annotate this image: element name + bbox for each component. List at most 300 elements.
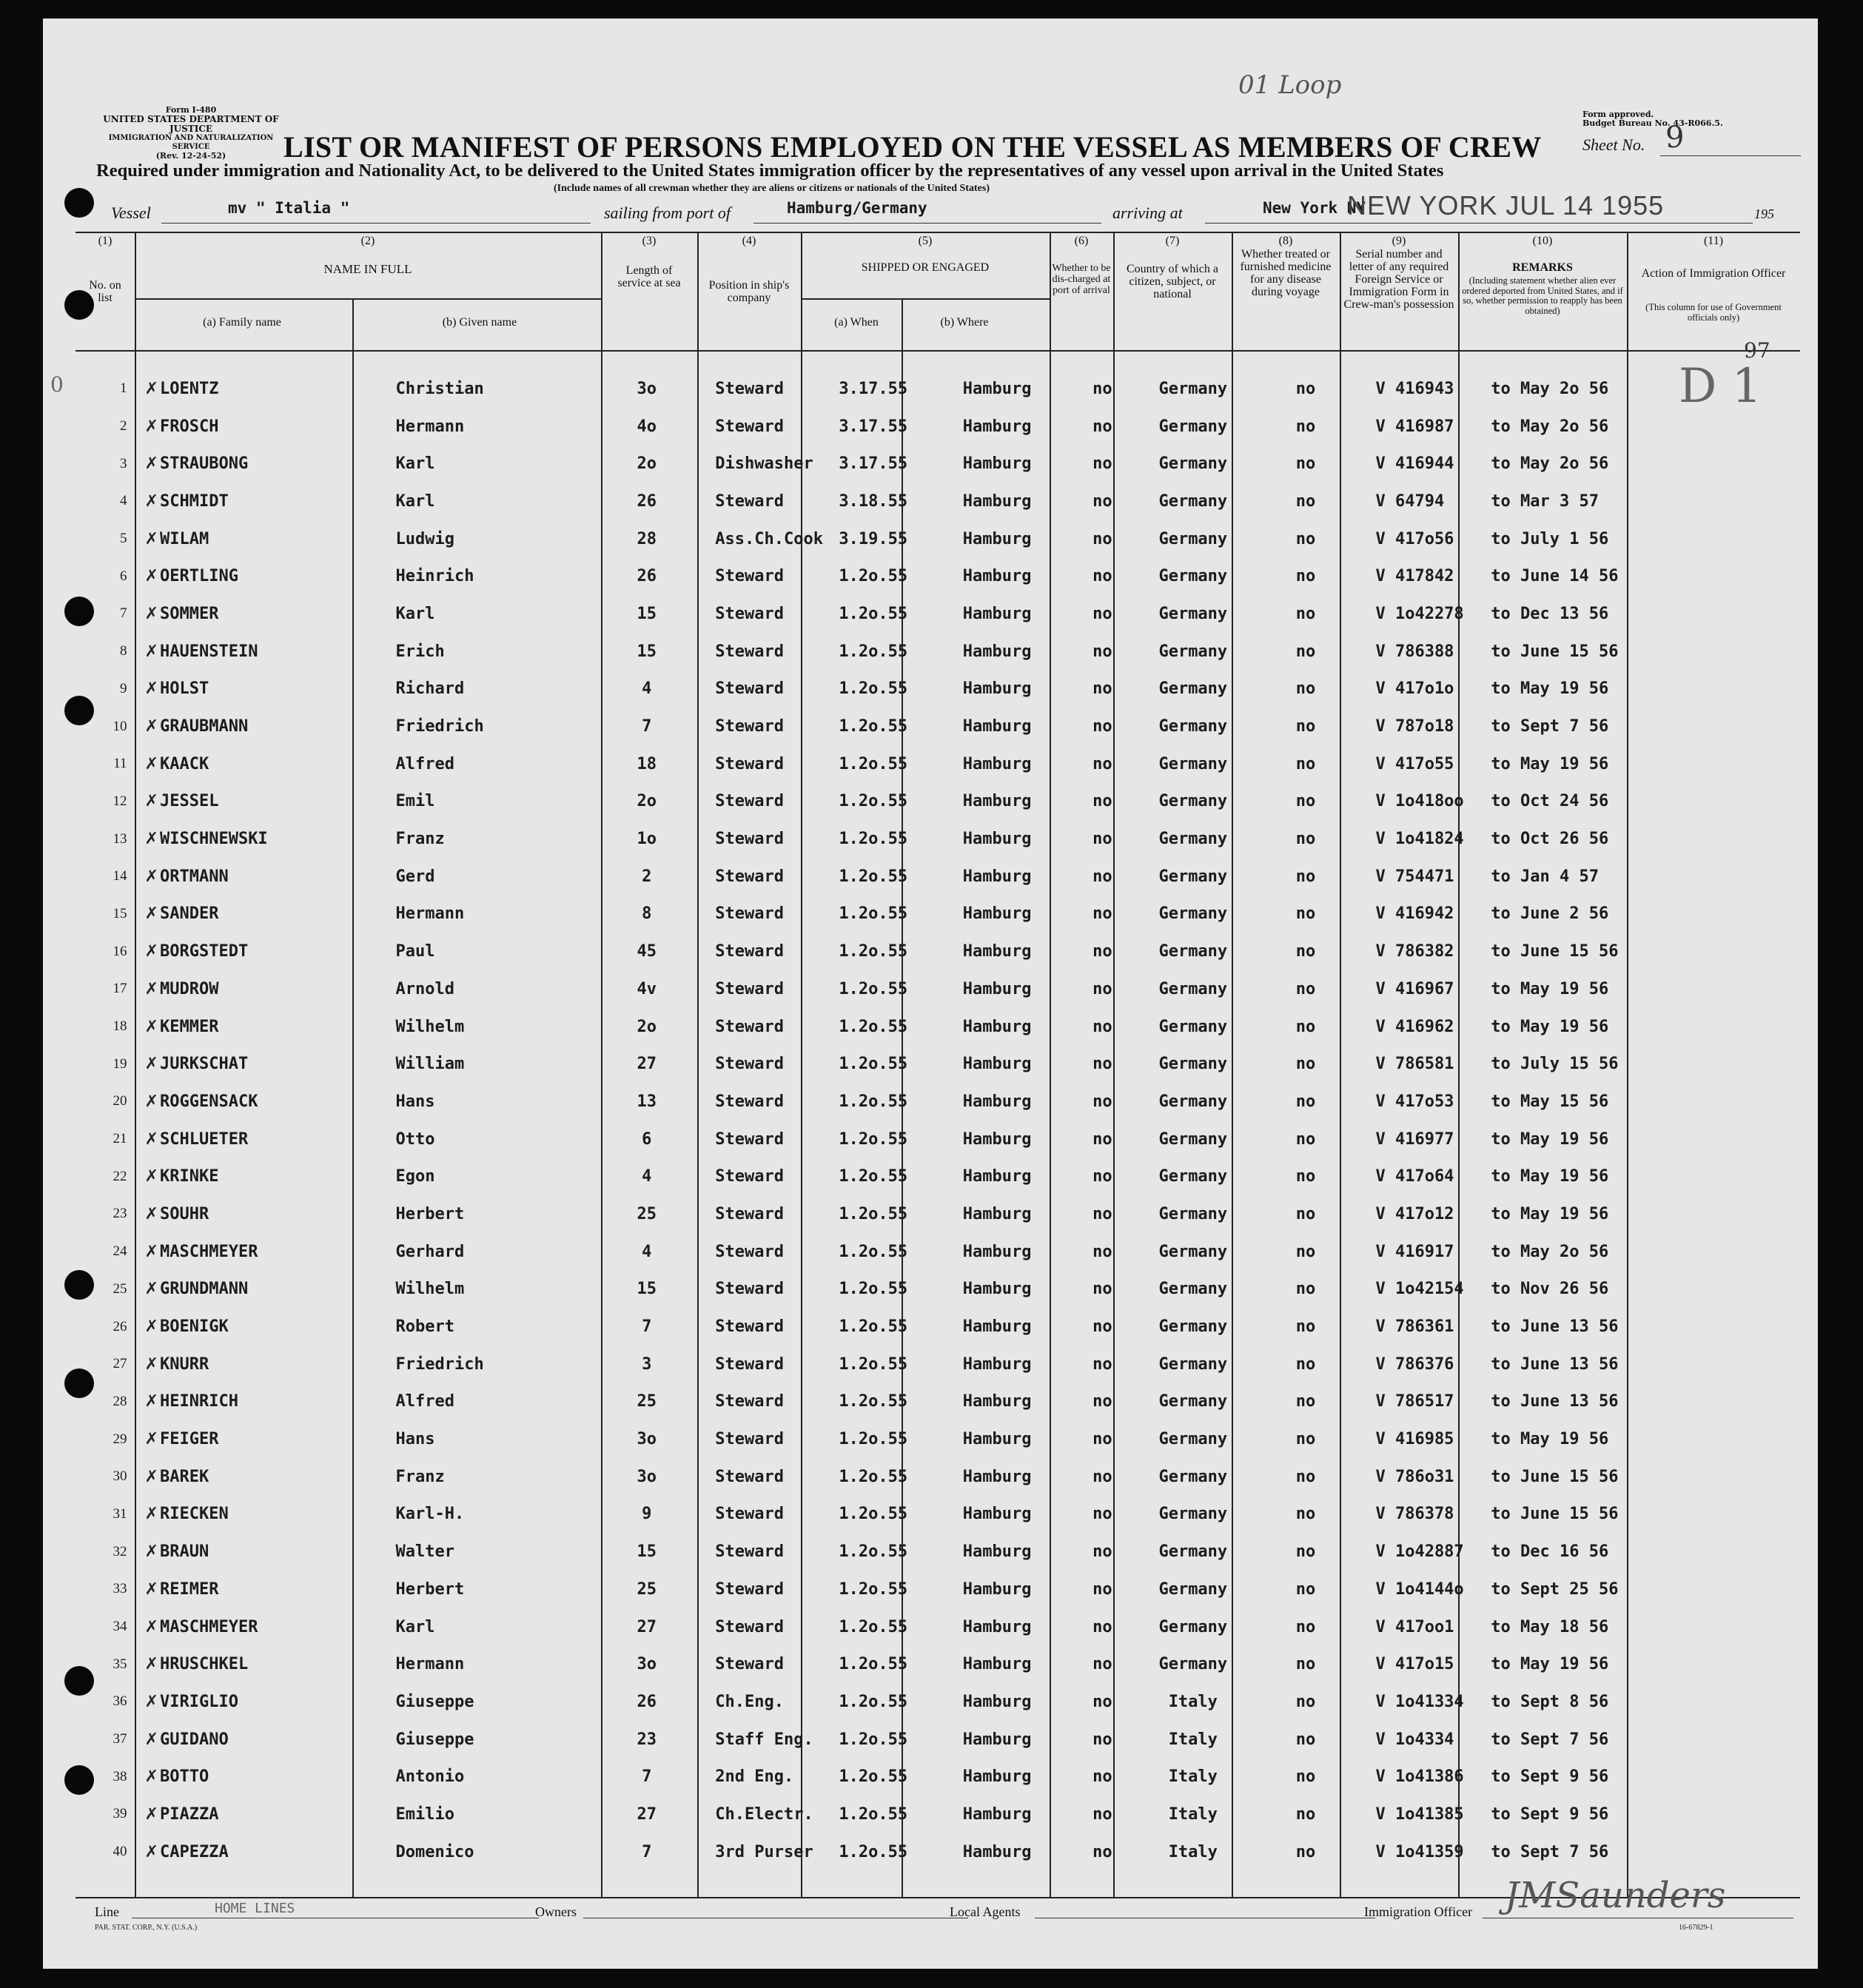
crew-position: Steward xyxy=(715,1280,784,1299)
crew-immigration-action xyxy=(1646,370,1818,408)
crew-row-number: 32 xyxy=(113,1543,127,1559)
crew-position: Steward xyxy=(715,717,784,736)
col10-heading: REMARKS xyxy=(1512,261,1573,274)
crew-shipped-when: 1.2o.55 xyxy=(839,1767,908,1787)
crew-treated: no xyxy=(1295,604,1316,623)
crew-serial-number: V 1o41359 xyxy=(1375,1842,1464,1861)
table-row xyxy=(75,1608,1818,1646)
crew-given-name: Domenico xyxy=(395,1842,474,1861)
crew-row-number: 3 xyxy=(120,455,127,471)
crew-immigration-action xyxy=(1646,1420,1818,1458)
crew-discharged: no xyxy=(1092,1242,1112,1261)
crew-length-of-service: 2o xyxy=(637,454,657,474)
crew-shipped-when: 3.17.55 xyxy=(839,454,908,474)
crew-shipped-where: Hamburg xyxy=(962,1542,1032,1562)
crew-row-number: 9 xyxy=(120,680,127,696)
crew-family-name: ✗ STRAUBONG xyxy=(135,445,352,483)
crew-given-name: Hermann xyxy=(395,417,465,436)
table-row xyxy=(75,1195,1818,1233)
table-row xyxy=(75,1158,1818,1195)
crew-shipped-when: 1.2o.55 xyxy=(839,1617,908,1636)
crew-shipped-where: Hamburg xyxy=(962,1655,1032,1674)
crew-length-of-service: 25 xyxy=(637,1204,657,1223)
table-row xyxy=(75,1496,1818,1534)
sheet-number-line xyxy=(1660,155,1801,156)
crew-row-number: 15 xyxy=(113,905,127,921)
crew-treated: no xyxy=(1295,1655,1316,1674)
crew-serial-number: V 786517 xyxy=(1375,1392,1454,1411)
crew-serial-number: V 1o41334 xyxy=(1375,1692,1464,1711)
crew-row-number: 34 xyxy=(113,1619,127,1635)
crew-remarks: to May 2o 56 xyxy=(1491,417,1609,436)
crew-shipped-where: Hamburg xyxy=(962,1505,1032,1524)
crew-remarks: to July 15 56 xyxy=(1491,1055,1619,1074)
crew-shipped-when: 1.2o.55 xyxy=(839,679,908,699)
crew-remarks: to May 19 56 xyxy=(1491,1167,1609,1186)
col2-heading: NAME IN FULL xyxy=(323,262,412,276)
crew-treated: no xyxy=(1295,1804,1316,1824)
crew-length-of-service: 4o xyxy=(637,417,657,436)
crew-position: Steward xyxy=(715,1579,784,1599)
crew-serial-number: V 786o31 xyxy=(1375,1467,1454,1486)
crew-immigration-action xyxy=(1646,745,1818,783)
crew-immigration-action xyxy=(1646,858,1818,896)
table-row xyxy=(75,1271,1818,1309)
crew-shipped-where: Hamburg xyxy=(962,1167,1032,1186)
crew-shipped-when: 3.19.55 xyxy=(839,529,908,548)
table-row xyxy=(75,1533,1818,1571)
crew-family-name: ✗ GRAUBMANN xyxy=(135,708,352,745)
crew-family-name: ✗ KNURR xyxy=(135,1346,352,1383)
col3-heading: Length of service at sea xyxy=(617,264,681,289)
crew-position: Steward xyxy=(715,1017,784,1036)
crew-discharged: no xyxy=(1092,679,1112,699)
table-row xyxy=(75,520,1818,558)
crew-serial-number: V 416962 xyxy=(1375,1017,1454,1036)
crew-immigration-action xyxy=(1646,1121,1818,1158)
crew-immigration-action xyxy=(1646,1008,1818,1046)
crew-treated: no xyxy=(1295,1354,1316,1374)
crew-remarks: to Dec 13 56 xyxy=(1491,604,1609,623)
crew-shipped-where: Hamburg xyxy=(962,491,1032,511)
punch-hole xyxy=(64,1666,94,1696)
crew-shipped-where: Hamburg xyxy=(962,717,1032,736)
crew-remarks: to May 19 56 xyxy=(1491,1655,1609,1674)
crew-given-name: Giuseppe xyxy=(395,1730,474,1749)
crew-immigration-action xyxy=(1646,1533,1818,1571)
crew-immigration-action xyxy=(1646,520,1818,558)
crew-serial-number: V 786378 xyxy=(1375,1505,1454,1524)
crew-row-number: 40 xyxy=(113,1844,127,1860)
crew-family-name: ✗ LOENTZ xyxy=(135,370,352,408)
crew-discharged: no xyxy=(1092,567,1112,586)
crew-given-name: Emil xyxy=(395,792,435,811)
crew-position: Steward xyxy=(715,1542,784,1562)
form-department-block xyxy=(95,106,287,161)
crew-discharged: no xyxy=(1092,454,1112,474)
crew-discharged: no xyxy=(1092,1804,1112,1824)
crew-family-name: ✗ HRUSCHKEL xyxy=(135,1645,352,1683)
crew-immigration-action xyxy=(1646,1083,1818,1121)
crew-immigration-action xyxy=(1646,1271,1818,1309)
crew-shipped-where: Hamburg xyxy=(962,1467,1032,1486)
crew-discharged: no xyxy=(1092,1617,1112,1636)
department-name: UNITED STATES DEPARTMENT OF JUSTICE xyxy=(103,114,279,134)
crew-country: Germany xyxy=(1158,867,1228,886)
crew-shipped-where: Hamburg xyxy=(962,1280,1032,1299)
arriving-line xyxy=(1205,223,1753,224)
crew-serial-number: V 417842 xyxy=(1375,567,1454,586)
crew-row-number: 14 xyxy=(113,868,127,884)
header-bottom-rule xyxy=(75,350,1800,352)
crew-given-name: Friedrich xyxy=(395,1354,484,1374)
crew-country: Germany xyxy=(1158,1430,1228,1449)
crew-position: Steward xyxy=(715,867,784,886)
crew-serial-number: V 416942 xyxy=(1375,904,1454,924)
crew-position: Steward xyxy=(715,1430,784,1449)
crew-length-of-service: 7 xyxy=(642,1317,652,1337)
crew-length-of-service: 4 xyxy=(642,1167,652,1186)
crew-position: Ch.Electr. xyxy=(715,1804,813,1824)
crew-immigration-action xyxy=(1646,1045,1818,1083)
table-row xyxy=(75,1645,1818,1683)
crew-position: Steward xyxy=(715,567,784,586)
crew-discharged: no xyxy=(1092,1317,1112,1337)
crew-serial-number: V 1o42154 xyxy=(1375,1280,1464,1299)
crew-treated: no xyxy=(1295,1092,1316,1111)
crew-treated: no xyxy=(1295,904,1316,924)
crew-shipped-when: 1.2o.55 xyxy=(839,792,908,811)
crew-family-name: ✗ HAUENSTEIN xyxy=(135,633,352,671)
crew-discharged: no xyxy=(1092,1842,1112,1861)
crew-shipped-where: Hamburg xyxy=(962,454,1032,474)
crew-remarks: to June 13 56 xyxy=(1491,1317,1619,1337)
crew-shipped-when: 3.17.55 xyxy=(839,379,908,398)
crew-shipped-when: 1.2o.55 xyxy=(839,1730,908,1749)
table-row xyxy=(75,1346,1818,1383)
col7-number: (7) xyxy=(1165,235,1180,247)
crew-remarks: to May 19 56 xyxy=(1491,754,1609,773)
crew-position: Steward xyxy=(715,1467,784,1486)
crew-remarks: to May 19 56 xyxy=(1491,979,1609,998)
crew-serial-number: V 417o55 xyxy=(1375,754,1454,773)
crew-shipped-where: Hamburg xyxy=(962,1842,1032,1861)
crew-family-name: ✗ FEIGER xyxy=(135,1420,352,1458)
crew-discharged: no xyxy=(1092,1579,1112,1599)
crew-given-name: Franz xyxy=(395,830,445,849)
crew-shipped-where: Hamburg xyxy=(962,1392,1032,1411)
crew-country: Germany xyxy=(1158,1055,1228,1074)
crew-shipped-where: Hamburg xyxy=(962,830,1032,849)
table-row xyxy=(75,1233,1818,1271)
crew-length-of-service: 3 xyxy=(642,1354,652,1374)
agents-label: Local Agents xyxy=(950,1904,1021,1919)
crew-family-name: ✗ ROGGENSACK xyxy=(135,1083,352,1121)
crew-given-name: Friedrich xyxy=(395,717,484,736)
crew-discharged: no xyxy=(1092,1092,1112,1111)
crew-remarks: to May 19 56 xyxy=(1491,1129,1609,1149)
crew-country: Germany xyxy=(1158,1579,1228,1599)
crew-discharged: no xyxy=(1092,417,1112,436)
crew-immigration-action xyxy=(1646,820,1818,858)
crew-shipped-when: 1.2o.55 xyxy=(839,1092,908,1111)
crew-position: Steward xyxy=(715,1055,784,1074)
crew-serial-number: V 417o1o xyxy=(1375,679,1454,699)
crew-remarks: to May 15 56 xyxy=(1491,1092,1609,1111)
crew-discharged: no xyxy=(1092,1129,1112,1149)
table-row xyxy=(75,896,1818,933)
crew-treated: no xyxy=(1295,1767,1316,1787)
crew-remarks: to June 15 56 xyxy=(1491,642,1619,661)
crew-given-name: Karl xyxy=(395,454,435,474)
crew-immigration-action xyxy=(1646,896,1818,933)
crew-shipped-where: Hamburg xyxy=(962,604,1032,623)
crew-remarks: to Oct 26 56 xyxy=(1491,830,1609,849)
crew-remarks: to Sept 7 56 xyxy=(1491,1842,1609,1861)
crew-serial-number: V 1o41824 xyxy=(1375,830,1464,849)
crew-row-number: 26 xyxy=(113,1318,127,1334)
vessel-line xyxy=(161,223,591,224)
crew-position: Steward xyxy=(715,1242,784,1261)
crew-serial-number: V 1o418oo xyxy=(1375,792,1464,811)
table-row xyxy=(75,408,1818,446)
crew-family-name: ✗ BOTTO xyxy=(135,1758,352,1796)
manifest-note: (Include names of all crewman whether they are aliens or citizens or nationals of the United States) xyxy=(554,183,990,194)
crew-length-of-service: 8 xyxy=(642,904,652,924)
arriving-label: arriving at xyxy=(1112,204,1183,222)
crew-family-name: ✗ BRAUN xyxy=(135,1533,352,1571)
crew-shipped-when: 1.2o.55 xyxy=(839,717,908,736)
crew-remarks: to July 1 56 xyxy=(1491,529,1609,548)
crew-row-number: 38 xyxy=(113,1768,127,1784)
crew-remarks: to Sept 7 56 xyxy=(1491,1730,1609,1749)
crew-family-name: ✗ SOMMER xyxy=(135,595,352,633)
crew-treated: no xyxy=(1295,792,1316,811)
crew-treated: no xyxy=(1295,679,1316,699)
crew-treated: no xyxy=(1295,867,1316,886)
year-label: 195 xyxy=(1754,206,1774,221)
crew-immigration-action xyxy=(1646,1458,1818,1496)
table-row xyxy=(75,783,1818,821)
crew-shipped-when: 1.2o.55 xyxy=(839,1055,908,1074)
crew-row-number: 2 xyxy=(120,418,127,434)
crew-remarks: to June 13 56 xyxy=(1491,1392,1619,1411)
crew-row-number: 7 xyxy=(120,605,127,622)
crew-immigration-action xyxy=(1646,933,1818,970)
crew-serial-number: V 1o42278 xyxy=(1375,604,1464,623)
crew-family-name: ✗ WISCHNEWSKI xyxy=(135,820,352,858)
crew-remarks: to June 14 56 xyxy=(1491,567,1619,586)
crew-treated: no xyxy=(1295,454,1316,474)
crew-row-number: 5 xyxy=(120,531,127,547)
crew-treated: no xyxy=(1295,1842,1316,1861)
crew-row-number: 33 xyxy=(113,1581,127,1597)
crew-shipped-where: Hamburg xyxy=(962,1129,1032,1149)
crew-length-of-service: 25 xyxy=(637,1392,657,1411)
crew-country: Germany xyxy=(1158,491,1228,511)
crew-remarks: to Sept 8 56 xyxy=(1491,1692,1609,1711)
crew-remarks: to May 18 56 xyxy=(1491,1617,1609,1636)
crew-discharged: no xyxy=(1092,717,1112,736)
crew-given-name: Gerd xyxy=(395,867,435,886)
crew-country: Germany xyxy=(1158,1542,1228,1562)
crew-row-number: 35 xyxy=(113,1656,127,1672)
crew-row-number: 30 xyxy=(113,1468,127,1485)
crew-treated: no xyxy=(1295,1204,1316,1223)
crew-position: Dishwasher xyxy=(715,454,813,474)
crew-discharged: no xyxy=(1092,1354,1112,1374)
col11-note: (This column for use of Government officials only) xyxy=(1645,302,1782,323)
crew-length-of-service: 4v xyxy=(637,979,657,998)
crew-treated: no xyxy=(1295,717,1316,736)
crew-discharged: no xyxy=(1092,1692,1112,1711)
crew-country: Germany xyxy=(1158,1167,1228,1186)
top-handwritten-annotation: 01 Loop xyxy=(1238,70,1342,100)
crew-treated: no xyxy=(1295,1505,1316,1524)
crew-immigration-action xyxy=(1646,483,1818,520)
crew-length-of-service: 6 xyxy=(642,1129,652,1149)
crew-family-name: ✗ HOLST xyxy=(135,671,352,708)
table-row xyxy=(75,1045,1818,1083)
crew-country: Italy xyxy=(1168,1804,1218,1824)
crew-immigration-action xyxy=(1646,970,1818,1008)
crew-discharged: no xyxy=(1092,1392,1112,1411)
crew-country: Germany xyxy=(1158,1092,1228,1111)
table-row xyxy=(75,1121,1818,1158)
crew-length-of-service: 27 xyxy=(637,1804,657,1824)
crew-immigration-action xyxy=(1646,595,1818,633)
crew-row-number: 25 xyxy=(113,1280,127,1297)
crew-position: Steward xyxy=(715,1354,784,1374)
crew-immigration-action xyxy=(1646,1158,1818,1195)
table-row xyxy=(75,1308,1818,1346)
crew-discharged: no xyxy=(1092,867,1112,886)
crew-treated: no xyxy=(1295,529,1316,548)
table-row xyxy=(75,933,1818,970)
crew-length-of-service: 28 xyxy=(637,529,657,548)
crew-remarks: to June 13 56 xyxy=(1491,1354,1619,1374)
col10-note: (Including statement whether alien ever ordered deported from United States, and if so, whether permission to reapply has been obtained) xyxy=(1462,275,1623,316)
crew-family-name: ✗ WILAM xyxy=(135,520,352,558)
crew-position: Ch.Eng. xyxy=(715,1692,784,1711)
printer-imprint: PAR. STAT. CORP., N.Y. (U.S.A.) xyxy=(95,1924,198,1932)
crew-treated: no xyxy=(1295,1542,1316,1562)
crew-given-name: Herbert xyxy=(395,1579,465,1599)
crew-length-of-service: 45 xyxy=(637,942,657,961)
crew-country: Germany xyxy=(1158,1617,1228,1636)
crew-country: Germany xyxy=(1158,529,1228,548)
crew-shipped-where: Hamburg xyxy=(962,1317,1032,1337)
crew-position: Staff Eng. xyxy=(715,1730,813,1749)
manifest-title: LIST OR MANIFEST OF PERSONS EMPLOYED ON THE VESSEL AS MEMBERS OF CREW xyxy=(283,130,1542,164)
crew-serial-number: V 1o41386 xyxy=(1375,1767,1464,1787)
crew-treated: no xyxy=(1295,942,1316,961)
crew-family-name: ✗ FROSCH xyxy=(135,408,352,446)
col1-number: (1) xyxy=(98,235,113,247)
approval-block xyxy=(1582,110,1723,128)
crew-country: Italy xyxy=(1168,1842,1218,1861)
form-code: 16-67829-1 xyxy=(1679,1924,1713,1932)
crew-position: Steward xyxy=(715,830,784,849)
crew-treated: no xyxy=(1295,1430,1316,1449)
crew-remarks: to Nov 26 56 xyxy=(1491,1280,1609,1299)
crew-discharged: no xyxy=(1092,754,1112,773)
crew-given-name: Karl-H. xyxy=(395,1505,465,1524)
crew-discharged: no xyxy=(1092,904,1112,924)
crew-given-name: Wilhelm xyxy=(395,1017,465,1036)
col4-heading: Position in ship's company xyxy=(708,279,790,304)
col11-heading: Action of Immigration Officer xyxy=(1641,267,1786,280)
crew-remarks: to May 2o 56 xyxy=(1491,454,1609,474)
crew-serial-number: V 1o4334 xyxy=(1375,1730,1454,1749)
crew-shipped-where: Hamburg xyxy=(962,1055,1032,1074)
table-row xyxy=(75,1796,1818,1833)
crew-shipped-when: 1.2o.55 xyxy=(839,567,908,586)
crew-discharged: no xyxy=(1092,942,1112,961)
crew-position: Steward xyxy=(715,754,784,773)
crew-treated: no xyxy=(1295,379,1316,398)
crew-country: Germany xyxy=(1158,1317,1228,1337)
crew-family-name: ✗ SCHLUETER xyxy=(135,1121,352,1158)
crew-row-number: 27 xyxy=(113,1356,127,1372)
table-row xyxy=(75,708,1818,745)
table-row xyxy=(75,1458,1818,1496)
crew-row-number: 20 xyxy=(113,1093,127,1109)
crew-country: Italy xyxy=(1168,1767,1218,1787)
crew-shipped-when: 1.2o.55 xyxy=(839,1242,908,1261)
col2a-heading: (a) Family name xyxy=(203,316,281,329)
crew-treated: no xyxy=(1295,491,1316,511)
crew-discharged: no xyxy=(1092,529,1112,548)
crew-discharged: no xyxy=(1092,491,1112,511)
crew-shipped-where: Hamburg xyxy=(962,1092,1032,1111)
table-row xyxy=(75,1383,1818,1421)
punch-hole xyxy=(64,597,94,626)
crew-serial-number: V 786361 xyxy=(1375,1317,1454,1337)
crew-immigration-action xyxy=(1646,1195,1818,1233)
crew-treated: no xyxy=(1295,1280,1316,1299)
crew-serial-number: V 416987 xyxy=(1375,417,1454,436)
crew-serial-number: V 416967 xyxy=(1375,979,1454,998)
crew-immigration-action xyxy=(1646,557,1818,595)
table-row xyxy=(75,745,1818,783)
crew-shipped-when: 1.2o.55 xyxy=(839,1392,908,1411)
crew-family-name: ✗ PIAZZA xyxy=(135,1796,352,1833)
crew-immigration-action xyxy=(1646,1496,1818,1534)
table-row xyxy=(75,970,1818,1008)
crew-shipped-when: 3.18.55 xyxy=(839,491,908,511)
crew-serial-number: V 417oo1 xyxy=(1375,1617,1454,1636)
table-row xyxy=(75,633,1818,671)
crew-shipped-when: 1.2o.55 xyxy=(839,1842,908,1861)
crew-shipped-when: 1.2o.55 xyxy=(839,1579,908,1599)
crew-country: Germany xyxy=(1158,1129,1228,1149)
crew-serial-number: V 417o64 xyxy=(1375,1167,1454,1186)
margin-zero: 0 xyxy=(50,372,64,397)
crew-country: Germany xyxy=(1158,1655,1228,1674)
crew-length-of-service: 23 xyxy=(637,1730,657,1749)
officer-signature: JMSaunders xyxy=(1505,1875,1726,1916)
crew-family-name: ✗ SANDER xyxy=(135,896,352,933)
crew-remarks: to June 15 56 xyxy=(1491,942,1619,961)
crew-position: Steward xyxy=(715,1204,784,1223)
table-row xyxy=(75,858,1818,896)
crew-discharged: no xyxy=(1092,1280,1112,1299)
crew-country: Germany xyxy=(1158,754,1228,773)
header-top-rule xyxy=(75,232,1800,233)
crew-discharged: no xyxy=(1092,1055,1112,1074)
crew-length-of-service: 1o xyxy=(637,830,657,849)
